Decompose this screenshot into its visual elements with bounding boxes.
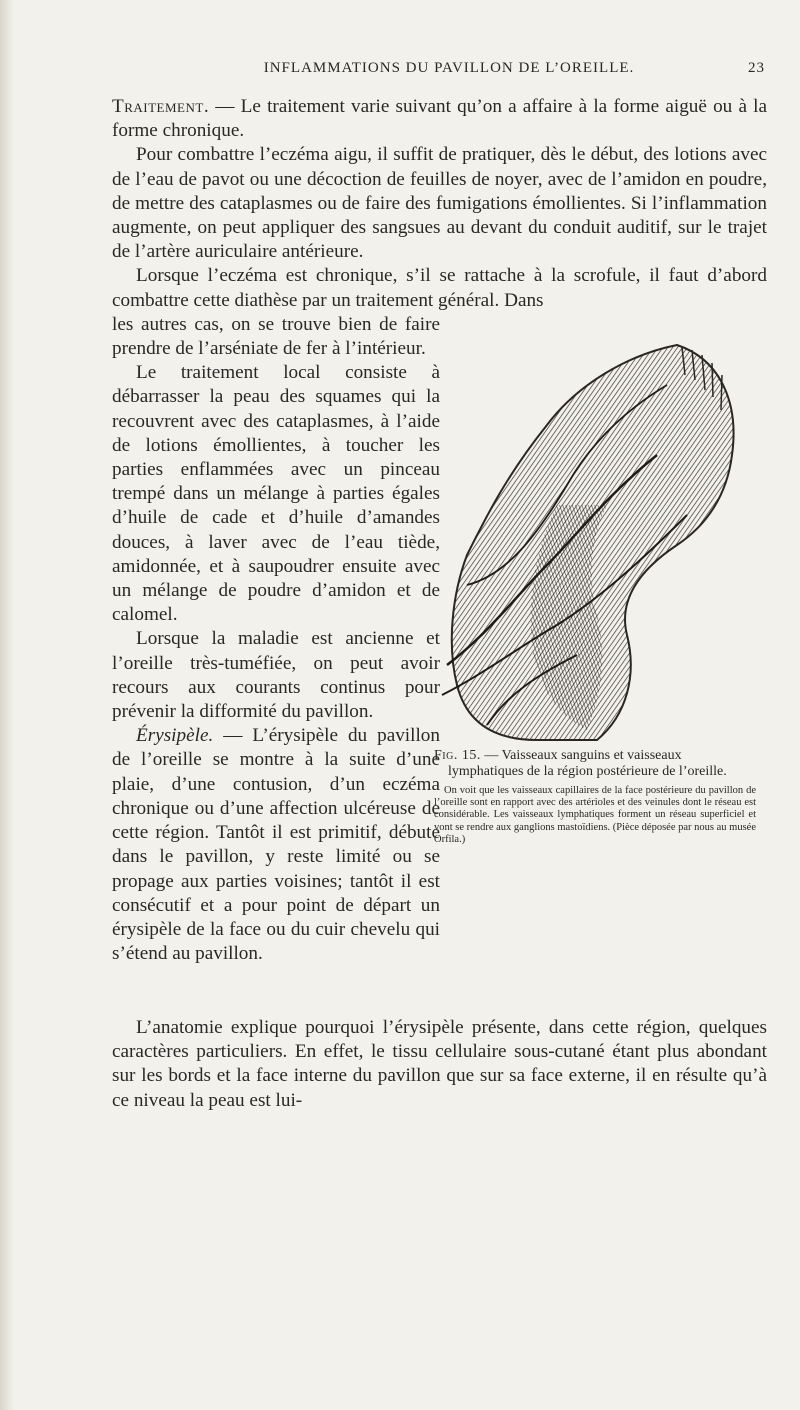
paragraph-erysipele <box>112 724 440 966</box>
paragraph-anatomie: L’anatomie explique pourquoi l’érysipèle présente, dans cette région, quelques caractères particuliers. En effet, le tissu cellulaire sous-cutané étant plus abondant sur les bords et la face interne du pavillon que sur sa face externe, il en résulte qu’à ce niveau la peau est lui- <box>112 1017 767 1111</box>
running-title: INFLAMMATIONS DU PAVILLON DE L’OREILLE. <box>263 60 635 76</box>
running-head <box>110 60 765 77</box>
page-number: 23 <box>748 60 765 76</box>
figure-label: Fig. 15. <box>434 748 481 763</box>
figure-title-text: — Vaisseaux sanguins et vaisseaux lymphatiques de la région postérieure de l’oreille. <box>448 748 727 779</box>
paragraph-continuation: les autres cas, on se trouve bien de faire prendre de l’arséniate de fer à l’intérieur. <box>112 313 440 360</box>
paragraph-maladie-ancienne: Lorsque la maladie est ancienne et l’oreille très-tuméfiée, on peut avoir recours aux courants continus pour prévenir la difformité du pavillon. <box>112 628 440 723</box>
figure-caption-note: On voit que les vaisseaux capillaires de la face postérieure du pavillon de l’oreille sont en rapport avec des artérioles et des veinules dont le réseau est considérable. Les vaisseaux lymphatiques forment un réseau superficiel et vont se rendre aux ganglions mastoïdiens. (Pièce déposée par nous au musée Orfila.) <box>434 785 756 845</box>
figure-15-engraving <box>427 335 743 745</box>
paragraph-text: — Le traitement varie suivant qu’on a affaire à la forme aiguë ou à la forme chronique. <box>112 96 767 142</box>
text-column-wrapped <box>112 313 440 966</box>
paragraph-eczema-aigu: Pour combattre l’eczéma aigu, il suffit de pratiquer, dès le début, des lotions avec de l’eau de pavot ou une décoction de feuilles de noyer, avec de l’amidon en poudre, de mettre des cataplasmes ou de faire des fumigations émollientes. Si l’inflammation augmente, on peut appliquer des sangsues au devant du conduit auditif, sur le trajet de l’artère auriculaire antérieure. <box>112 144 767 263</box>
binding-edge <box>0 0 14 1410</box>
section-label-erysipele: Érysipèle. <box>136 725 214 747</box>
paragraph-traitement-local: Le traitement local consiste à débarrasser la peau des squames qui la recouvrent avec des cataplasmes, à l’aide de lotions émollientes, à toucher les parties enflammées avec un pinceau trempé dans un mélange à parties égales d’huile de cade et d’huile d’amandes douces, à laver avec de l’eau tiède, amidonnée, et à saupoudrer ensuite avec un mélange de poudre d’amidon et de calomel. <box>112 362 440 626</box>
paragraph-text: — L’érysipèle du pavillon de l’oreille se montre à la suite d’une plaie, d’une contusion, d’un eczéma chronique ou d’une affection ulcéreuse de cette région. Tantôt il est primitif, débute dans le pavillon, y reste limité ou se propage aux parties voisines; tantôt il est consécutif et a pour point de départ un érysipèle de la face ou du cuir chevelu qui s’étend au pavillon. <box>112 725 440 965</box>
paragraph-traitement <box>112 95 767 143</box>
body-text-lower <box>112 1016 767 1113</box>
section-label-traitement: Traitement. <box>112 96 210 117</box>
figure-caption-title <box>434 748 756 780</box>
ear-vessels-engraving-icon <box>427 335 743 745</box>
figure-caption <box>434 748 756 846</box>
paragraph-eczema-chronique: Lorsque l’eczéma est chronique, s’il se rattache à la scrofule, il faut d’abord combattre cette diathèse par un traitement général. Dans <box>112 265 767 311</box>
